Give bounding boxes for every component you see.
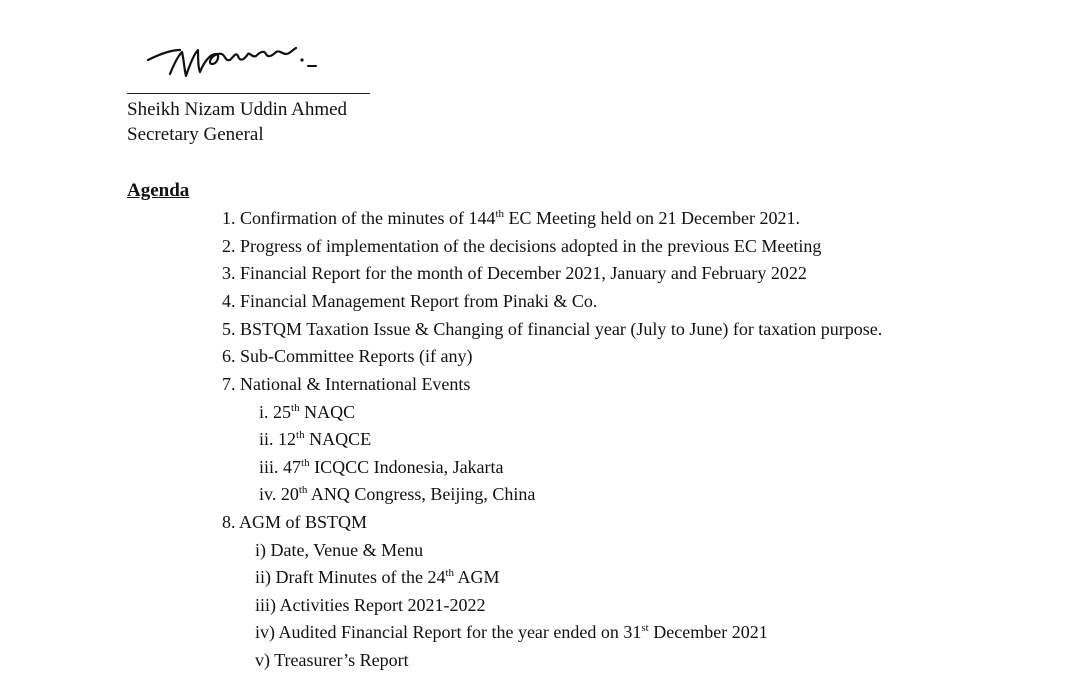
agenda-subitem-7-iii: iii. 47th ICQCC Indonesia, Jakarta bbox=[259, 457, 504, 477]
agenda-subitem-7-iv: iv. 20th ANQ Congress, Beijing, China bbox=[259, 484, 536, 504]
agenda-item-7: 7. National & International Events bbox=[222, 374, 471, 394]
signatory-name: Sheikh Nizam Uddin Ahmed bbox=[127, 99, 348, 120]
agenda-item-8: 8. AGM of BSTQM bbox=[222, 512, 368, 532]
agenda-item-6: 6. Sub-Committee Reports (if any) bbox=[222, 346, 473, 366]
handwritten-signature bbox=[140, 38, 320, 88]
agenda-item-3: 3. Financial Report for the month of December 2021, January and February 2022 bbox=[222, 263, 807, 283]
signature-line bbox=[127, 93, 370, 94]
agenda-subitem-8-v: v) Treasurer’s Report bbox=[255, 650, 409, 670]
agenda-item-5: 5. BSTQM Taxation Issue & Changing of financial year (July to June) for taxation purpose. bbox=[222, 319, 883, 339]
agenda-item-1: 1. Confirmation of the minutes of 144th EC Meeting held on 21 December 2021. bbox=[222, 208, 800, 228]
agenda-subitem-8-ii: ii) Draft Minutes of the 24th AGM bbox=[255, 567, 500, 587]
agenda-subitem-7-ii: ii. 12th NAQCE bbox=[259, 429, 372, 449]
agenda-subitem-8-iii: iii) Activities Report 2021-2022 bbox=[255, 595, 486, 615]
agenda-subitem-8-iv: iv) Audited Financial Report for the year ended on 31st December 2021 bbox=[255, 622, 768, 642]
agenda-heading: Agenda bbox=[127, 180, 190, 201]
agenda-subitem-7-i: i. 25th NAQC bbox=[259, 402, 356, 422]
agenda-subitem-8-i: i) Date, Venue & Menu bbox=[255, 540, 424, 560]
signatory-title: Secretary General bbox=[127, 124, 264, 145]
agenda-item-2: 2. Progress of implementation of the decisions adopted in the previous EC Meeting bbox=[222, 236, 822, 256]
agenda-item-4: 4. Financial Management Report from Pinaki & Co. bbox=[222, 291, 598, 311]
